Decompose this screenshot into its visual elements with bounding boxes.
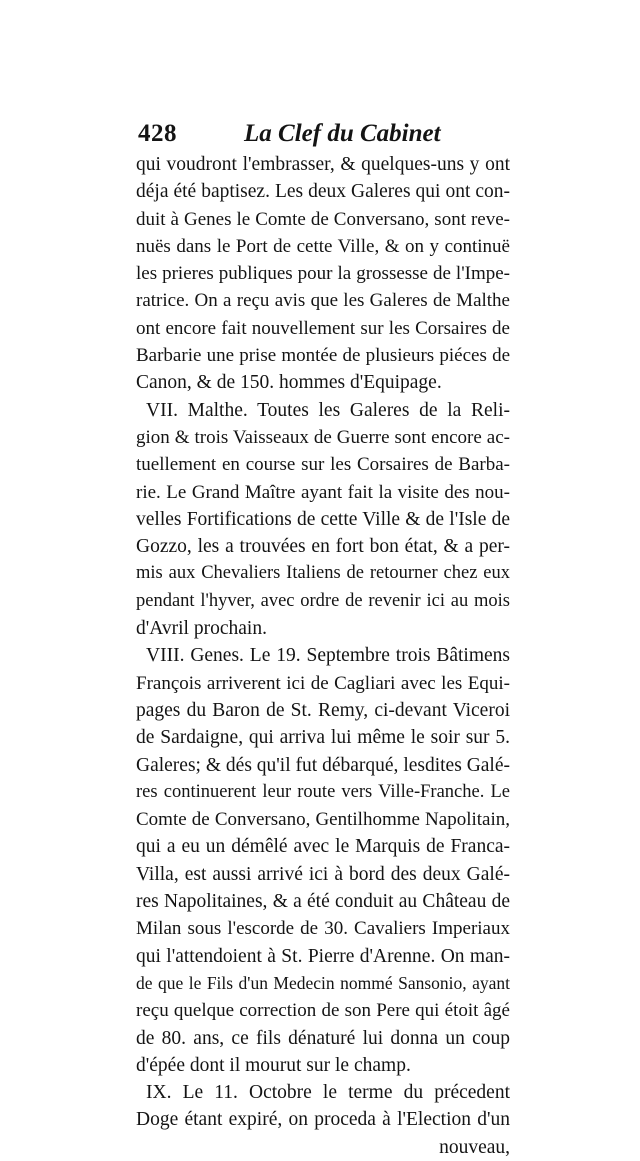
text-line: VII. Malthe. Toutes les Galeres de la Reli-	[146, 399, 510, 421]
text-line: gion & trois Vaisseaux de Guerre sont encore ac-	[136, 426, 510, 448]
text-line: duit à Genes le Comte de Conversano, sont reve-	[136, 208, 510, 230]
text-line: de 80. ans, ce fils dénaturé lui donna un coup	[136, 1027, 510, 1049]
text-line: Villa, est aussi arrivé ici à bord des deux Galé-	[136, 863, 510, 885]
text-line: rie. Le Grand Maître ayant fait la visite des nou-	[136, 481, 510, 503]
text-line: qui l'attendoient à St. Pierre d'Arenne. On man-	[136, 945, 510, 967]
text-line: velles Fortifications de cette Ville & de l'Isle de	[136, 508, 510, 530]
text-line: pendant l'hyver, avec ordre de revenir ici au mois	[136, 590, 510, 611]
text-line: Barbarie une prise montée de plusieurs piéces de	[136, 345, 510, 367]
text-line: de Sardaigne, qui arriva lui même le soir sur 5.	[136, 727, 510, 749]
text-line: nuës dans le Port de cette Ville, & on y continuë	[136, 235, 510, 257]
text-line: de que le Fils d'un Medecin nommé Sansonio, ayant	[136, 972, 510, 993]
text-line: mis aux Chevaliers Italiens de retourner chez eux	[136, 563, 510, 584]
text-line: res continuerent leur route vers Ville-Franche. Le	[136, 781, 510, 802]
body-text	[136, 151, 510, 1161]
text-line: tuellement en course sur les Corsaires de Barba-	[136, 454, 510, 476]
page-header	[138, 120, 510, 154]
text-line: d'Avril prochain.	[136, 618, 267, 640]
text-line: déja été baptisez. Les deux Galeres qui ont con-	[136, 181, 510, 203]
text-line: res Napolitaines, & a été conduit au Château de	[136, 891, 510, 913]
text-line: François arriverent ici de Cagliari avec les Equi-	[136, 672, 510, 694]
text-line: qui a eu un démêlé avec le Marquis de Franca-	[136, 836, 510, 858]
text-line: Galeres; & dés qu'il fut débarqué, lesdites Galé-	[136, 754, 510, 776]
text-line: les prieres publiques pour la grossesse de l'Impe-	[136, 263, 510, 285]
text-line: Comte de Conversano, Gentilhomme Napolitain,	[136, 809, 510, 831]
text-line: Milan sous l'escorde de 30. Cavaliers Imperiaux	[136, 918, 510, 940]
text-line: qui voudront l'embrasser, & quelques-uns y ont	[136, 154, 510, 175]
text-line: reçu quelque correction de son Pere qui étoit âgé	[136, 1000, 510, 1022]
text-line: Doge étant expiré, on proceda à l'Election d'un	[136, 1109, 510, 1131]
text-line: Gozzo, les a trouvées en fort bon état, & a per-	[136, 536, 510, 558]
text-line: IX. Le 11. Octobre le terme du précedent	[146, 1082, 510, 1104]
running-title: La Clef du Cabinet	[244, 120, 441, 147]
text-line: d'épée dont il mourut sur le champ.	[136, 1054, 411, 1076]
text-line: VIII. Genes. Le 19. Septembre trois Bâtimens	[146, 645, 510, 667]
text-line: pages du Baron de St. Remy, ci-devant Viceroi	[136, 699, 510, 721]
text-line: ratrice. On a reçu avis que les Galeres de Malthe	[136, 290, 510, 312]
page-number: 428	[138, 120, 177, 147]
text-line: Canon, & de 150. hommes d'Equipage.	[136, 372, 442, 394]
catchword: nouveau,	[439, 1136, 510, 1158]
text-line: ont encore fait nouvellement sur les Corsaires de	[136, 317, 510, 339]
